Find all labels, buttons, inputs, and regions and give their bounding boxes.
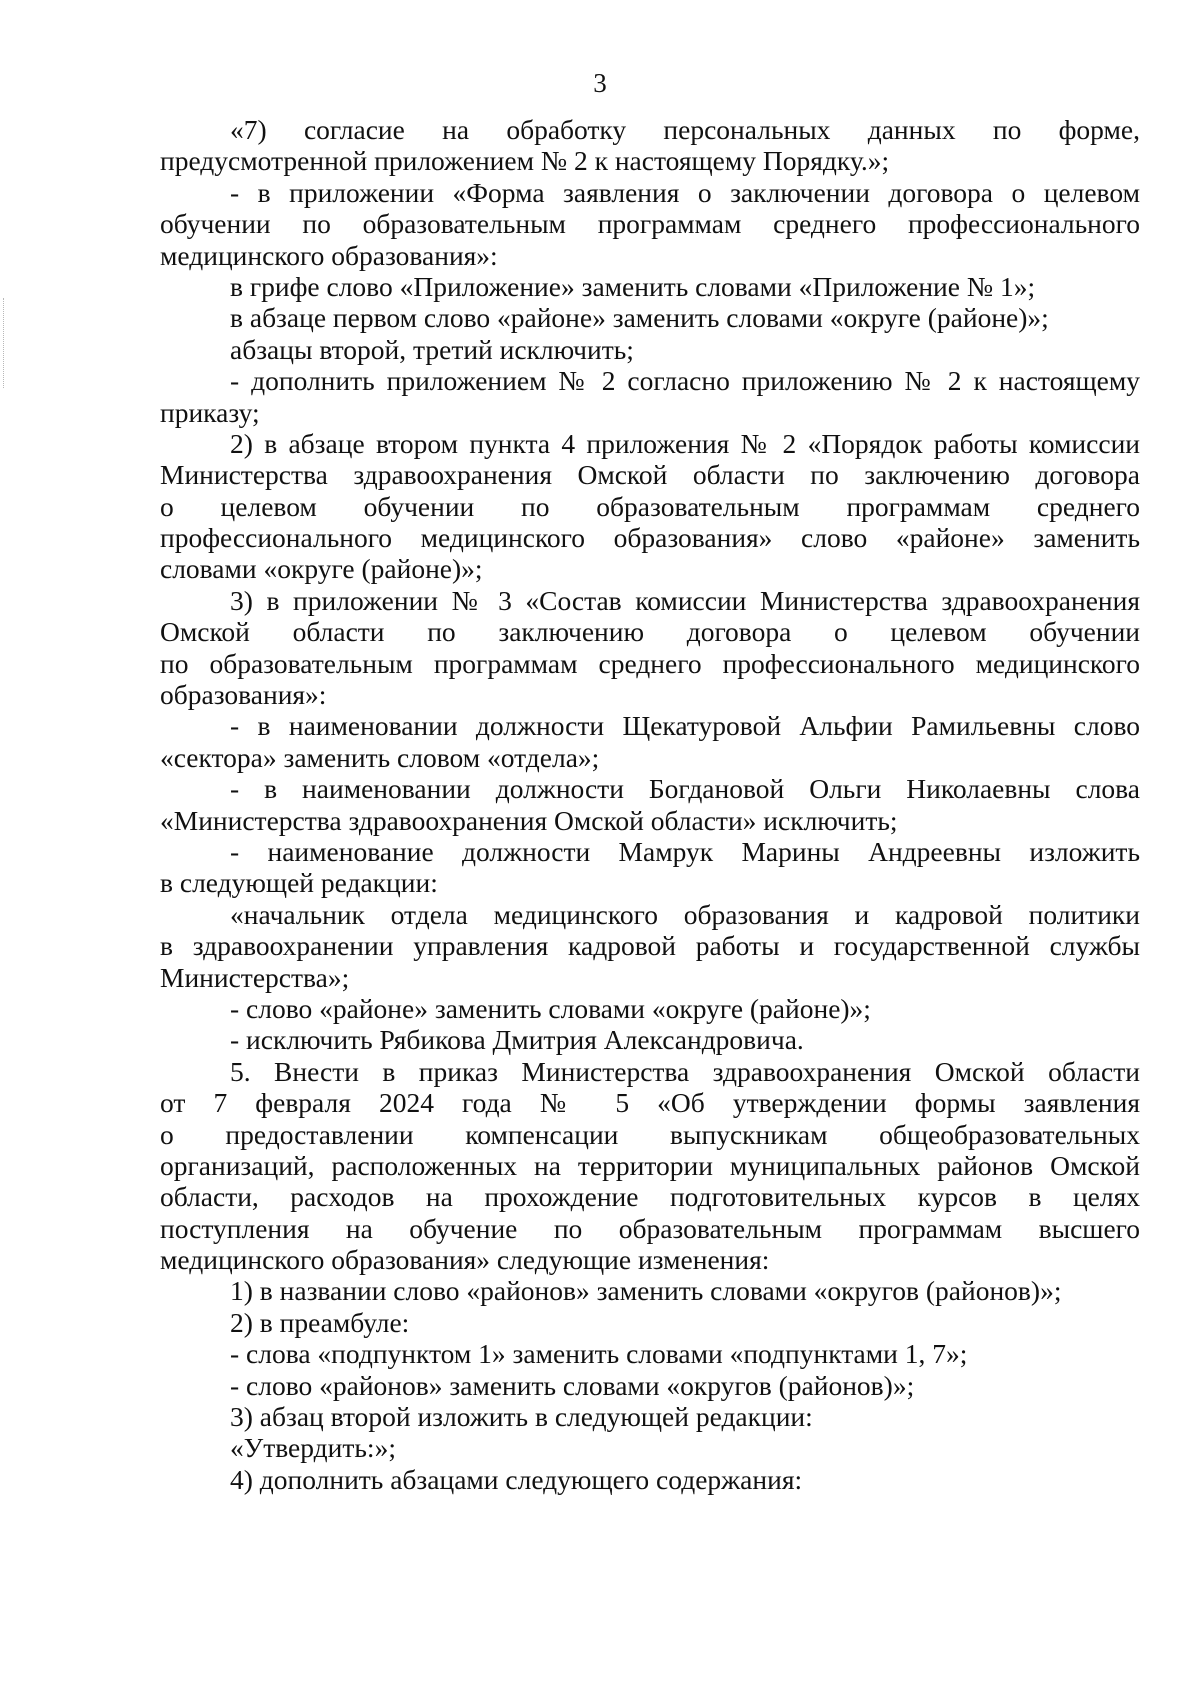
text-line: 1) в названии слово «районов» заменить словами «округов (районов)»;	[230, 1275, 1062, 1307]
text-line: в следующей редакции:	[160, 867, 438, 899]
text-line: области, расходов на прохождение подготовительных курсов в целях	[160, 1181, 1140, 1213]
text-line: поступления на обучение по образовательным программам высшего	[160, 1212, 1140, 1244]
text-line: в грифе слово «Приложение» заменить словами «Приложение № 1»;	[230, 270, 1036, 302]
text-line: - слово «районе» заменить словами «округе (районе)»;	[230, 992, 871, 1024]
text-line: в здравоохранении управления кадровой работы и государственной службы	[160, 930, 1140, 962]
text-line: «сектора» заменить словом «отдела»;	[160, 741, 600, 773]
text-line: медицинского образования»:	[160, 239, 498, 271]
text-line: - в наименовании должности Щекатуровой Альфии Рамильевны слово	[230, 710, 1140, 742]
text-line: 3) абзац второй изложить в следующей редакции:	[230, 1401, 813, 1433]
text-line: в абзаце первом слово «районе» заменить словами «округе (районе)»;	[230, 302, 1049, 334]
text-line: обучении по образовательным программам среднего профессионального	[160, 208, 1140, 240]
text-line: 3) в приложении № 3 «Состав комиссии Министерства здравоохранения	[230, 584, 1140, 616]
text-line: образования»:	[160, 679, 327, 711]
text-line: о предоставлении компенсации выпускникам общеобразовательных	[160, 1118, 1140, 1150]
text-line: словами «округе (районе)»;	[160, 553, 483, 585]
text-line: - слова «подпунктом 1» заменить словами «подпунктами 1, 7»;	[230, 1338, 968, 1370]
text-line: - дополнить приложением № 2 согласно приложению № 2 к настоящему	[230, 365, 1140, 397]
text-line: Омской области по заключению договора о целевом обучении	[160, 616, 1140, 648]
text-line: 4) дополнить абзацами следующего содержания:	[230, 1463, 803, 1495]
text-line: «Министерства здравоохранения Омской области» исключить;	[160, 804, 898, 836]
text-line: 2) в абзаце втором пункта 4 приложения № 2 «Порядок работы комиссии	[230, 427, 1140, 459]
scan-margin-mark	[3, 298, 5, 388]
text-line: - исключить Рябикова Дмитрия Александровича.	[230, 1024, 804, 1056]
text-line: - в наименовании должности Богдановой Ольги Николаевны слова	[230, 773, 1140, 805]
text-line: организаций, расположенных на территории муниципальных районов Омской	[160, 1149, 1140, 1181]
text-line: «начальник отдела медицинского образования и кадровой политики	[230, 898, 1140, 930]
text-line: профессионального медицинского образования» слово «районе» заменить	[160, 522, 1140, 554]
text-line: «Утвердить:»;	[230, 1432, 396, 1464]
page-number: 3	[593, 68, 607, 98]
text-line: абзацы второй, третий исключить;	[230, 333, 634, 365]
text-line: «7) согласие на обработку персональных данных по форме,	[230, 114, 1140, 145]
text-line: по образовательным программам среднего профессионального медицинского	[160, 647, 1140, 679]
document-body	[160, 114, 1140, 1495]
text-line: Министерства здравоохранения Омской области по заключению договора	[160, 459, 1140, 491]
text-line: о целевом обучении по образовательным программам среднего	[160, 490, 1140, 522]
text-line: 2) в преамбуле:	[230, 1306, 410, 1338]
text-line: предусмотренной приложением № 2 к настоящему Порядку.»;	[160, 145, 890, 177]
text-line: - наименование должности Мамрук Марины Андреевны изложить	[230, 835, 1140, 867]
text-line: - слово «районов» заменить словами «округов (районов)»;	[230, 1369, 915, 1401]
text-line: - в приложении «Форма заявления о заключении договора о целевом	[230, 176, 1140, 208]
text-line: приказу;	[160, 396, 260, 428]
text-line: медицинского образования» следующие изменения:	[160, 1244, 770, 1276]
text-line: от 7 февраля 2024 года № 5 «Об утверждении формы заявления	[160, 1087, 1140, 1119]
text-line: Министерства»;	[160, 961, 350, 993]
text-line: 5. Внести в приказ Министерства здравоохранения Омской области	[230, 1055, 1140, 1087]
